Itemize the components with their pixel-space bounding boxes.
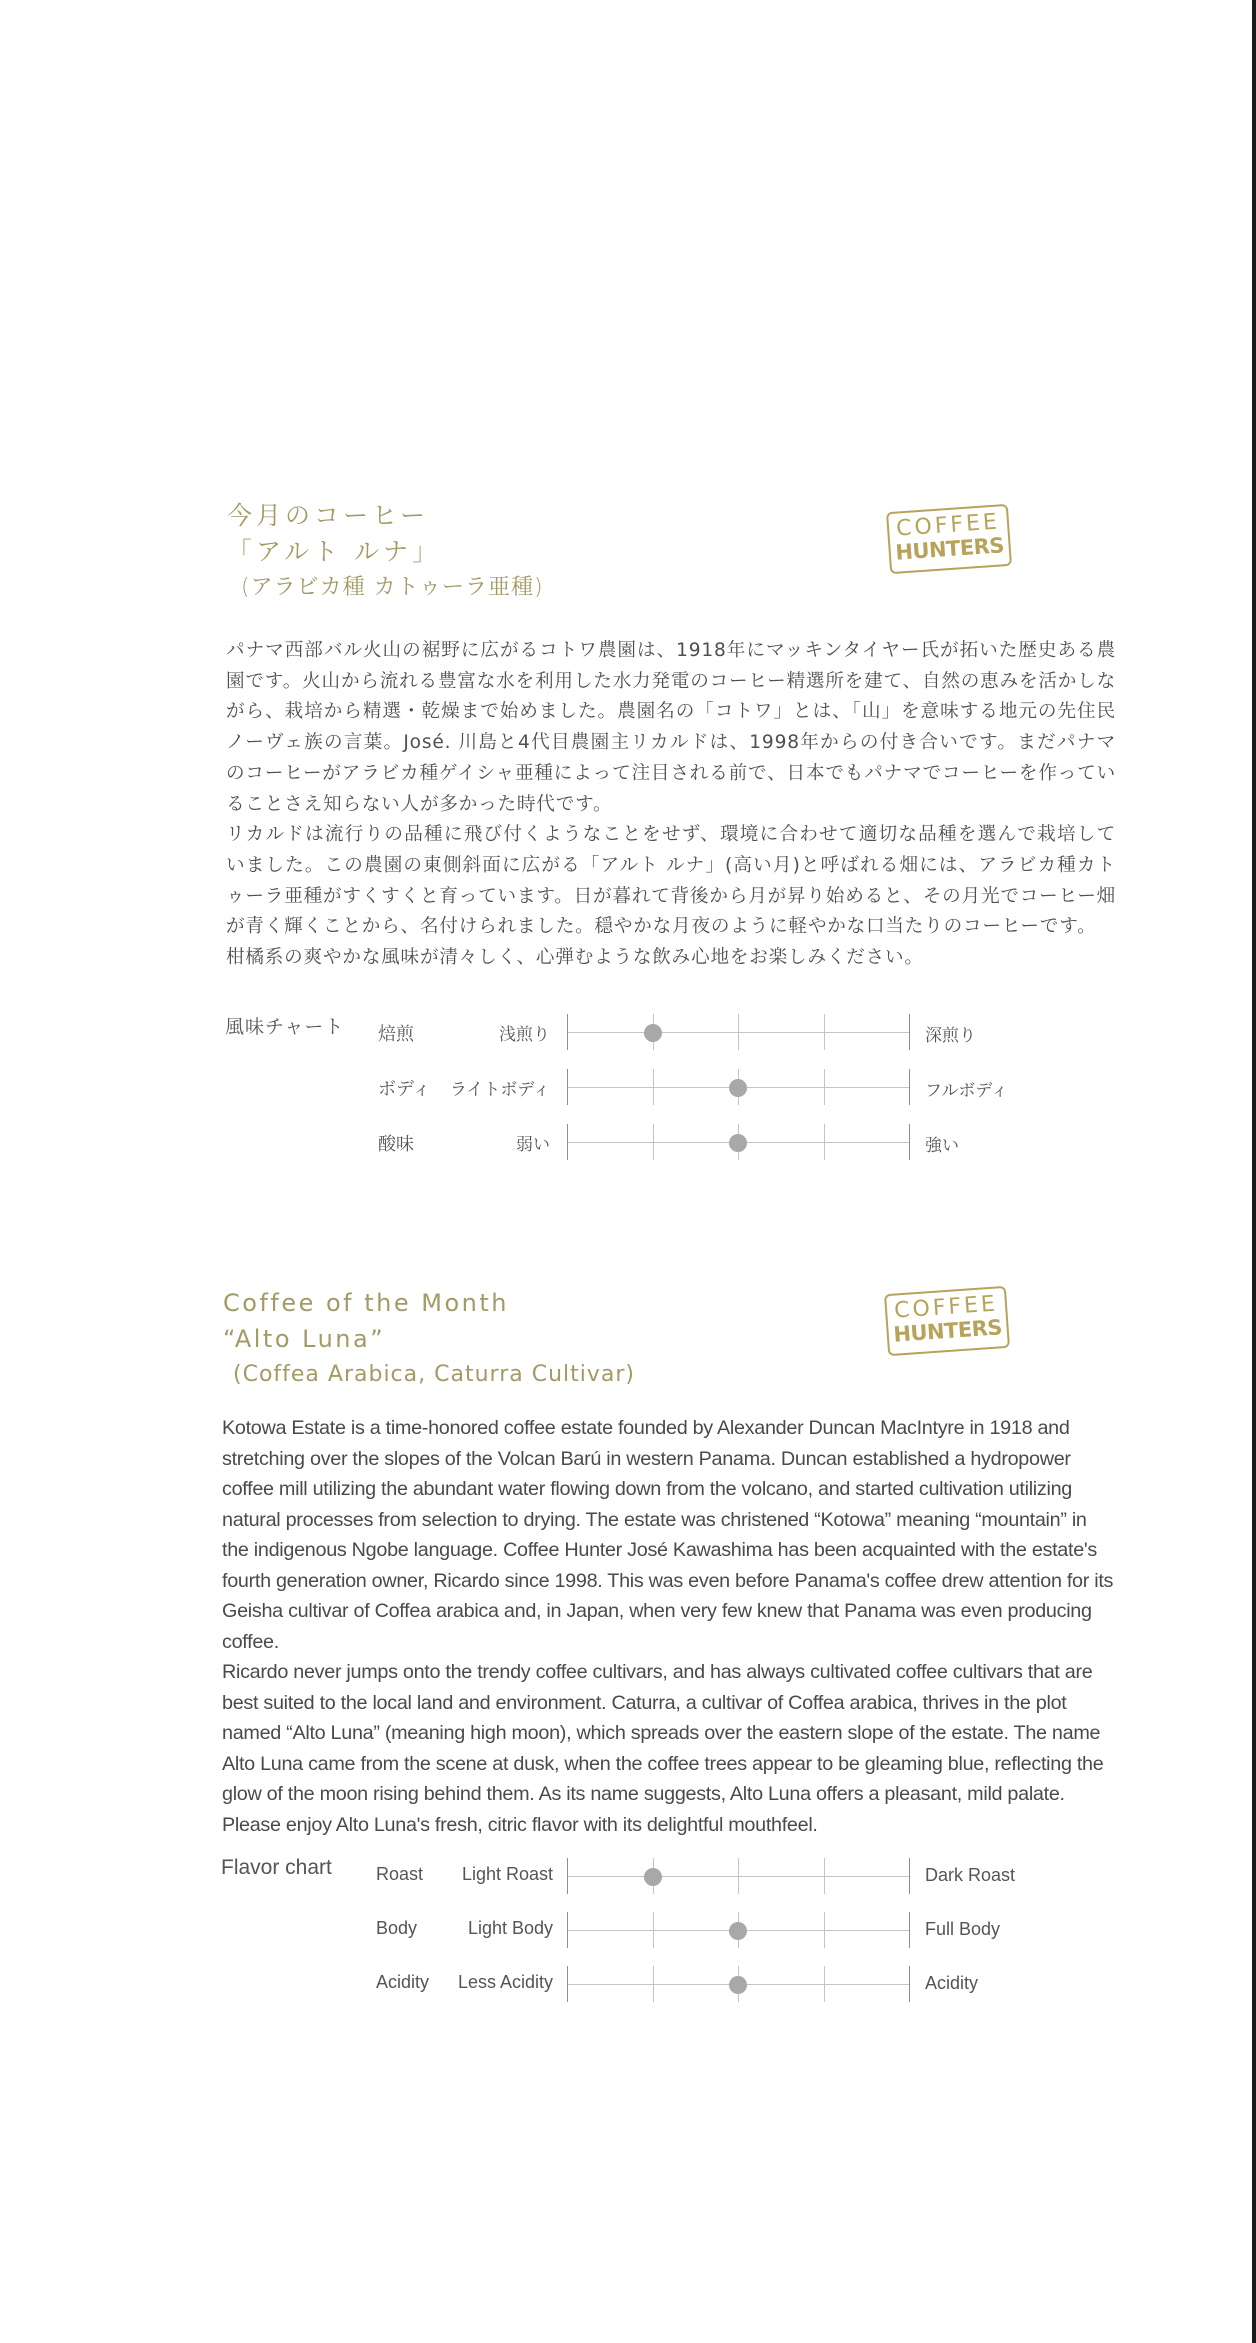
scale-tick — [653, 1069, 654, 1105]
scale-tick — [909, 1966, 910, 2002]
flavor-row-low-label: Less Acidity — [457, 1972, 553, 1992]
scale-tick — [567, 1124, 568, 1160]
body-text-ja — [226, 636, 1116, 974]
title-line-2: 「アルト ルナ」 — [227, 537, 441, 566]
flavor-row — [0, 1964, 1256, 2004]
scale-tick — [824, 1966, 825, 2002]
scale-tick — [653, 1124, 654, 1160]
scale-dot — [729, 1079, 747, 1097]
scale-tick — [909, 1069, 910, 1105]
flavor-scale — [567, 1012, 909, 1052]
coffee-hunters-logo — [886, 504, 1012, 574]
flavor-row-name: ボディ — [378, 1079, 431, 1100]
scale-tick — [824, 1014, 825, 1050]
flavor-scale — [567, 1067, 909, 1107]
scale-tick — [653, 1912, 654, 1948]
flavor-chart-title: 風味チャート — [225, 1016, 345, 1038]
flavor-chart-title: Flavor chart — [221, 1856, 332, 1879]
scale-tick — [567, 1858, 568, 1894]
scale-tick — [909, 1014, 910, 1050]
scale-tick — [824, 1858, 825, 1894]
flavor-row-high-label: Acidity — [925, 1973, 979, 1993]
logo-line-2: HUNTERS — [892, 1315, 1003, 1347]
scale-dot — [729, 1134, 747, 1152]
scale-tick — [824, 1912, 825, 1948]
flavor-row-name: Roast — [376, 1864, 424, 1884]
flavor-row-name: Body — [376, 1918, 418, 1938]
coffee-hunters-logo — [884, 1286, 1010, 1356]
flavor-row — [0, 1067, 1256, 1107]
title-line-1: Coffee of the Month — [223, 1289, 509, 1317]
scale-tick — [567, 1014, 568, 1050]
flavor-row-name: 焙煎 — [378, 1024, 414, 1045]
scale-dot — [644, 1024, 662, 1042]
scale-tick — [909, 1858, 910, 1894]
body-text-en — [222, 1413, 1114, 1840]
flavor-row-name: 酸味 — [378, 1134, 414, 1155]
scale-tick — [653, 1966, 654, 2002]
flavor-scale — [567, 1122, 909, 1162]
flavor-row-low-label: Light Body — [467, 1918, 553, 1938]
flavor-row-low-label: ライトボディ — [449, 1080, 550, 1100]
flavor-row — [0, 1012, 1256, 1052]
flavor-row-low-label: 弱い — [516, 1135, 550, 1155]
flavor-row-high-label: Dark Roast — [925, 1865, 1016, 1885]
scale-tick — [567, 1966, 568, 2002]
flavor-row-high-label: 強い — [925, 1136, 959, 1156]
flavor-row-low-label: 浅煎り — [499, 1025, 550, 1045]
flavor-row — [0, 1856, 1256, 1896]
scale-dot — [729, 1976, 747, 1994]
scale-dot — [729, 1922, 747, 1940]
title-line-2: “Alto Luna” — [223, 1325, 386, 1353]
paragraph: リカルドは流行りの品種に飛び付くようなことをせず、環境に合わせて適切な品種を選んで栽培していました。この農園の東側斜面に広がる「アルト ルナ」(高い月)と呼ばれる畑には、アラビカ種カトゥーラ亜種がすくすくと育っています。日が暮れて背後から月が昇り始めると、その月光でコーヒー畑が青く輝くことから、名付けられました。穏やかな月夜のように軽やかな口当たりのコーヒーです。 — [226, 824, 1116, 938]
subtitle: (Coffea Arabica, Caturra Cultivar) — [233, 1362, 635, 1387]
scale-tick — [824, 1069, 825, 1105]
flavor-row — [0, 1910, 1256, 1950]
flavor-row — [0, 1122, 1256, 1162]
flavor-row-name: Acidity — [376, 1972, 430, 1992]
paragraph: Kotowa Estate is a time-honored coffee estate founded by Alexander Duncan MacIntyre in 1918 and stretching over the slopes of the Volcan Barú in western Panama. Duncan established a hydropower coffee mill utilizing the abundant water flowing down from the volcano, and started cultivation utilizing natural processes from selection to drying. The estate was christened “Kotowa” meaning “mountain” in the indigenous Ngobe language. Coffee Hunter José Kawashima has been acquainted with the estate's fourth generation owner, Ricardo since 1998. This was even before Panama's coffee drew attention for its Geisha cultivar of Coffea arabica and, in Japan, when very few knew that Panama was even producing coffee. — [222, 1417, 1114, 1653]
logo-line-2: HUNTERS — [894, 533, 1005, 565]
flavor-row-high-label: フルボディ — [925, 1081, 1008, 1101]
scale-tick — [909, 1912, 910, 1948]
paragraph: Ricardo never jumps onto the trendy coffee cultivars, and has always cultivated coffee cultivars that are best suited to the local land and environment. Caturra, a cultivar of Coffea arabica, thrives in the plot named “Alto Luna” (meaning high moon), which spreads over the eastern slope of the estate. The name Alto Luna came from the scene at dusk, when the coffee trees appear to be gleaming blue, reflecting the glow of the moon rising behind them. As its name suggests, Alto Luna offers a pleasant, mild palate. Please enjoy Alto Luna's fresh, citric flavor with its delightful mouthfeel. — [222, 1661, 1104, 1836]
flavor-row-high-label: Full Body — [925, 1919, 1001, 1939]
title-line-1: 今月のコーヒー — [227, 501, 430, 530]
scale-tick — [567, 1069, 568, 1105]
scale-tick — [567, 1912, 568, 1948]
headline-en — [223, 1285, 635, 1393]
flavor-row-low-label: Light Roast — [461, 1864, 553, 1884]
scale-tick — [909, 1124, 910, 1160]
headline-ja — [227, 498, 544, 606]
flavor-scale — [567, 1910, 909, 1950]
flavor-scale — [567, 1856, 909, 1896]
scale-tick — [824, 1124, 825, 1160]
scale-tick — [738, 1014, 739, 1050]
flavor-row-high-label: 深煎り — [925, 1026, 976, 1046]
subtitle: (アラビカ種 カトゥーラ亜種) — [241, 575, 544, 600]
logo-line-1: COFFEE — [895, 509, 1001, 542]
scale-tick — [738, 1858, 739, 1894]
logo-line-1: COFFEE — [893, 1291, 999, 1324]
flavor-scale — [567, 1964, 909, 2004]
paragraph: 柑橘系の爽やかな風味が清々しく、心弾むような飲み心地をお楽しみください。 — [226, 947, 924, 969]
paragraph: パナマ西部バル火山の裾野に広がるコトワ農園は、1918年にマッキンタイヤー氏が拓いた歴史ある農園です。火山から流れる豊富な水を利用した水力発電のコーヒー精選所を建て、自然の恵みを活かしながら、栽培から精選・乾燥まで始めました。農園名の「コトワ」とは、「山」を意味する地元の先住民ノーヴェ族の言葉。José. 川島と4代目農園主リカルドは、1998年からの付き合いです。まだパナマのコーヒーがアラビカ種ゲイシャ亜種によって注目される前で、日本でもパナマでコーヒーを作っていることさえ知らない人が多かった時代です。 — [226, 640, 1116, 815]
scale-dot — [644, 1868, 662, 1886]
